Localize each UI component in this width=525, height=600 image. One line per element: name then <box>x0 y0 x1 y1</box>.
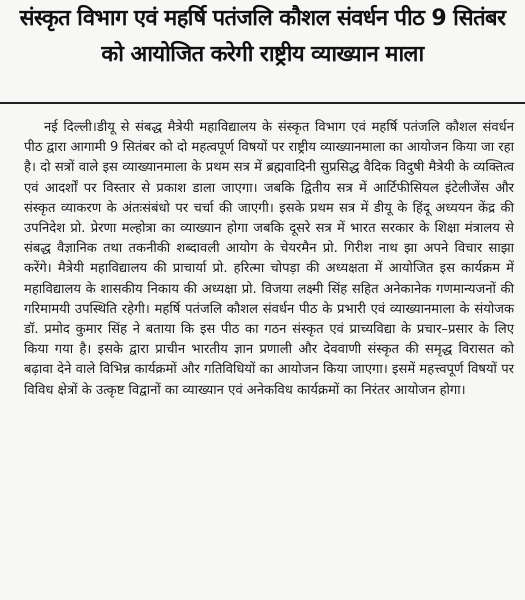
headline-line-2: को आयोजित करेगी राष्ट्रीय व्याख्यान माला <box>101 42 424 67</box>
headline-line-1: संस्कृत विभाग एवं महर्षि पतंजलि कौशल संवर्धन पीठ 9 सितंबर <box>19 6 506 31</box>
article-body: नई दिल्ली।डीयू से संबद्ध मैत्रेयी महाविद्यालय के संस्कृत विभाग एवं महर्षि पतंजलि कौशल संवर्धन पीठ द्वारा आगामी 9 सितंबर को दो महत्वपूर्ण विषयों पर राष्ट्रीय व्याख्यानमाला का आयोजन किया जा रहा है। दो सत्रों वाले इस व्याख्यानमाला के प्रथम सत्र में ब्रह्मवादिनी सुप्रसिद्ध वैदिक विदुषी मैत्रेयी के व्यक्तित्व एवं आदर्शों पर विस्तार से प्रकाश डाला जाएगा। जबकि द्वितीय सत्र में आर्टिफीसियल इंटेलीजेंस और संस्कृत व्याकरण के अंतःसंबंधो पर चर्चा की जाएगी। इसके प्रथम सत्र में डीयू के हिंदू अध्ययन केंद्र की उपनिदेश प्रो. प्रेरणा मल्होत्रा का व्याख्यान होगा जबकि दूसरे सत्र में भारत सरकार के शिक्षा मंत्रालय से संबद्ध वैज्ञानिक तथा तकनीकी शब्दावली आयोग के चेयरमैन प्रो. गिरीश नाथ झा अपने विचार साझा करेंगे। मैत्रेयी महाविद्यालय की प्राचार्या प्रो. हरित्मा चोपड़ा की अध्यक्षता में आयोजित इस कार्यक्रम में महाविद्यालय के शासकीय निकाय की अध्यक्षा प्रो. विजया लक्ष्मी सिंह सहित अनेकानेक गणमान्यजनों की गरिमामयी उपस्थिति रहेगी। महर्षि पतंजलि कौशल संवर्धन पीठ के प्रभारी एवं व्याख्यानमाला के संयोजक डॉ. प्रमोद कुमार सिंह ने बताया कि इस पीठ का गठन संस्कृत एवं प्राच्यविद्या के प्रचार–प्रसार के लिए किया गया है। इसके द्वारा प्राचीन भारतीय ज्ञान प्रणाली और देववाणी संस्कृत की समृद्ध विरासत को बढ़ावा देने वाले विभिन्न कार्यक्रमों और गतिविधियों का आयोजन किया जाएगा। इसमें महत्त्वपूर्ण विषयों पर विविध क्षेत्रों के उत्कृष्ट विद्वानों का व्याख्यान एवं अनेकविध कार्यक्रमों का निरंतर आयोजन होगा। <box>24 120 514 398</box>
headline-divider <box>0 102 525 104</box>
article-headline <box>0 0 525 66</box>
